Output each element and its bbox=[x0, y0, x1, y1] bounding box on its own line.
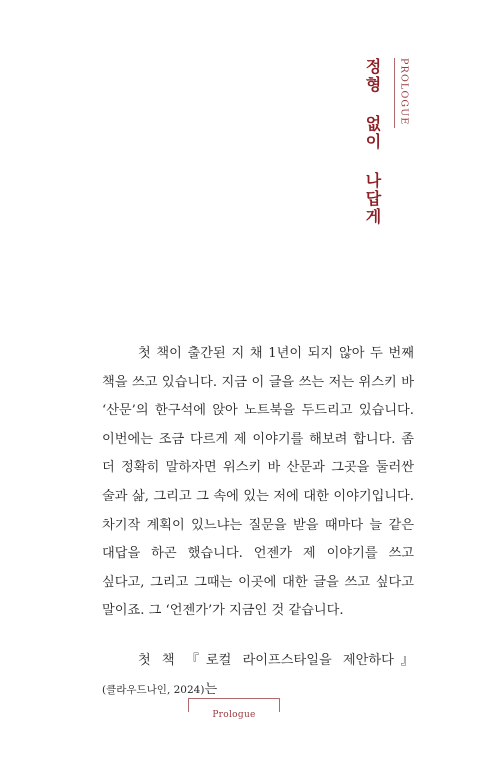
footer-label: Prologue bbox=[212, 710, 256, 720]
section-eyebrow: PROLOGUE bbox=[394, 58, 409, 128]
running-footer bbox=[188, 698, 280, 720]
publisher-note: (클라우드나인, 2024) bbox=[102, 683, 205, 696]
body-text bbox=[102, 340, 414, 704]
chapter-title: 정형 없이 나답게 bbox=[363, 58, 382, 226]
paragraph bbox=[102, 647, 414, 704]
paragraph: 첫 책이 출간된 지 채 1년이 되지 않아 두 번째 책을 쓰고 있습니다. 지금 이 글을 쓰는 저는 위스키 바 ‘산문’의 한구석에 앉아 노트북을 두드리고 있습니다. 이번에는 조금 다르게 제 이야기를 해보려 합니다. 좀 더 정확히 말하자면 위스키 바 산문과 그곳을 둘러싼 술과 삶, 그리고 그 속에 있는 저에 대한 이야기입니다. 차기작 계획이 있느냐는 질문을 받을 때마다 늘 같은 대답을 하곤 했습니다. 언젠가 제 이야기를 쓰고 싶다고, 그리고 그때는 이곳에 대한 글을 쓰고 싶다고 말이죠. 그 ‘언젠가’가 지금인 것 같습니다. bbox=[102, 346, 414, 619]
title-block bbox=[364, 58, 409, 226]
paragraph-text: 첫 책 『로컬 라이프스타일을 제안하다』 bbox=[138, 652, 414, 668]
paragraph-text: 는 bbox=[204, 681, 218, 697]
